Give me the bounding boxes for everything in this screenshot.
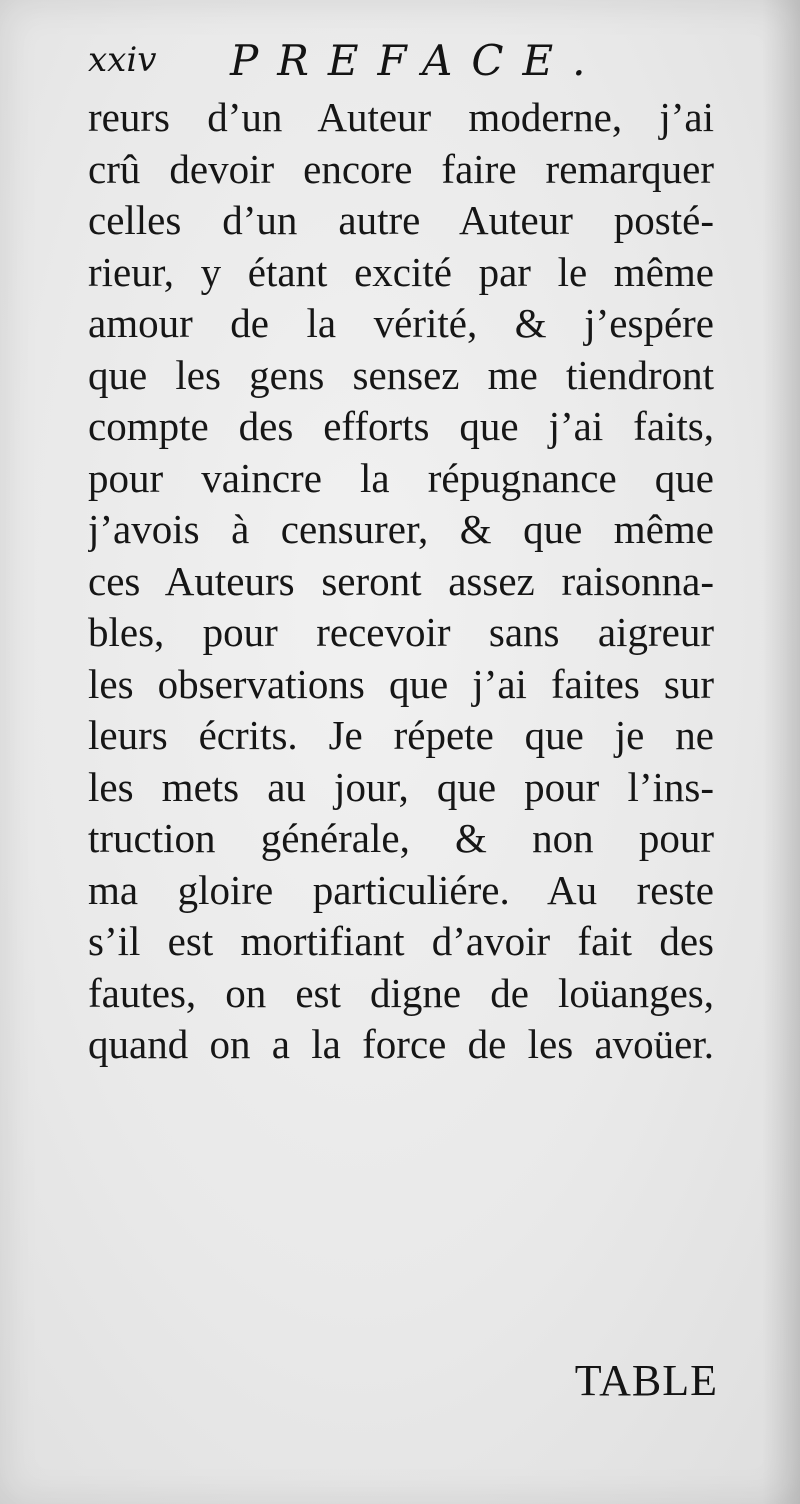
text-line: quand on a la force de les avoüer. — [88, 1021, 714, 1067]
catchword: TABLE — [574, 1356, 718, 1405]
text-line: les mets au jour, que pour l’ins- — [88, 763, 714, 810]
text-line: ces Auteurs seront assez raisonna- — [88, 557, 714, 604]
text-line: pour vaincre la répugnance que — [88, 454, 714, 501]
text-line: reurs d’un Auteur moderne, j’ai — [88, 94, 714, 140]
text-line: crû devoir encore faire remarquer — [88, 145, 714, 192]
text-line: leurs écrits. Je répete que je ne — [88, 712, 714, 758]
text-line: ma gloire particuliére. Au reste — [88, 866, 714, 913]
text-line: fautes, on est digne de loüanges, — [88, 969, 714, 1016]
text-line: les observations que j’ai faites sur — [88, 660, 714, 707]
running-head: PREFACE. — [230, 36, 605, 85]
text-line: rieur, y étant excité par le même — [88, 248, 714, 295]
text-line: celles d’un autre Auteur posté- — [88, 197, 714, 243]
text-line: s’il est mortifiant d’avoir fait des — [88, 918, 714, 964]
text-line: amour de la vérité, & j’espére — [88, 300, 714, 346]
text-line: j’avois à censurer, & que même — [88, 506, 714, 552]
text-line: truction générale, & non pour — [88, 815, 714, 861]
text-line: que les gens sensez me tiendront — [88, 351, 714, 398]
text-line: compte des efforts que j’ai faits, — [88, 403, 714, 449]
page-header — [88, 36, 708, 86]
body-text — [88, 92, 714, 1071]
page-number: xxiv — [88, 40, 157, 80]
text-line: bles, pour recevoir sans aigreur — [88, 609, 714, 655]
